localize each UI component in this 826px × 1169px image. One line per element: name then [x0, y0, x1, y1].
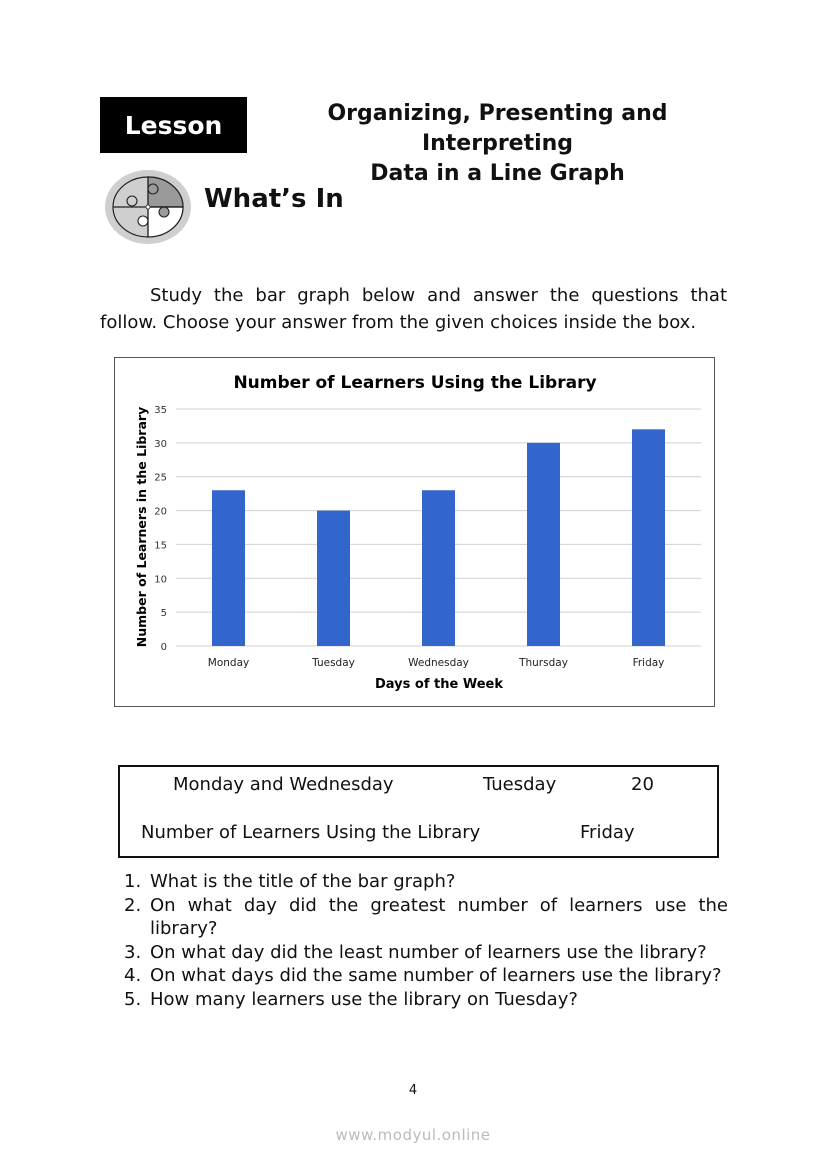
- bar-chart: [114, 357, 715, 707]
- lesson-title-line1: Organizing, Presenting and Interpreting: [327, 101, 668, 156]
- puzzle-icon: [104, 169, 192, 245]
- page-number: 4: [408, 1083, 418, 1098]
- question-number: 3.: [124, 941, 142, 963]
- x-tick-label: Tuesday: [312, 657, 355, 669]
- y-tick-label: 0: [160, 642, 167, 653]
- chart-bars: [212, 429, 665, 646]
- section-title: What’s In: [204, 184, 344, 214]
- y-tick-label: 35: [154, 405, 167, 416]
- y-axis-label: Number of Learners in the Library: [134, 406, 149, 648]
- choice-item: Friday: [580, 822, 635, 843]
- question-item: [124, 941, 728, 965]
- lesson-label-text: Lesson: [124, 110, 223, 140]
- y-axis-ticks: [154, 405, 167, 653]
- x-axis-ticks: [208, 657, 665, 669]
- question-number: 4.: [124, 965, 142, 986]
- lesson-label: [100, 97, 247, 153]
- question-list: [124, 870, 728, 1011]
- chart-title: Number of Learners Using the Library: [233, 373, 597, 393]
- bar-friday: [632, 429, 665, 646]
- x-tick-label: Thursday: [519, 657, 568, 669]
- question-number: 5.: [124, 988, 142, 1010]
- y-tick-label: 25: [154, 472, 167, 484]
- question-text: On what day did the greatest number of learners use the library?: [150, 894, 728, 939]
- intro-paragraph: [100, 282, 727, 336]
- watermark: www.modyul.online: [335, 1126, 491, 1144]
- y-tick-label: 15: [154, 540, 167, 552]
- question-number: 1.: [124, 871, 142, 892]
- lesson-title: [255, 99, 740, 189]
- question-number: 2.: [124, 894, 142, 916]
- x-tick-label: Wednesday: [408, 657, 469, 669]
- question-item: [124, 988, 728, 1012]
- bar-wednesday: [422, 490, 455, 646]
- y-tick-label: 10: [154, 574, 167, 586]
- choice-item: Monday and Wednesday: [173, 774, 394, 795]
- bar-thursday: [527, 443, 560, 646]
- lesson-title-line2: Data in a Line Graph: [370, 161, 625, 186]
- y-tick-label: 5: [160, 608, 167, 620]
- question-text: On what days did the same number of learners use the library?: [150, 965, 722, 986]
- bar-tuesday: [317, 511, 350, 646]
- choice-item: Number of Learners Using the Library: [141, 822, 481, 843]
- choice-item: 20: [631, 774, 654, 795]
- x-axis-label: Days of the Week: [375, 677, 503, 692]
- y-tick-label: 20: [154, 506, 167, 518]
- question-text: How many learners use the library on Tuesday?: [150, 988, 578, 1010]
- x-tick-label: Monday: [207, 657, 250, 669]
- y-tick-label: 30: [154, 438, 167, 450]
- question-text: On what day did the least number of learners use the library?: [150, 941, 707, 963]
- question-item: [124, 870, 728, 894]
- question-text: What is the title of the bar graph?: [150, 871, 456, 892]
- question-item: [124, 964, 728, 988]
- x-tick-label: Friday: [632, 657, 665, 669]
- question-item: [124, 894, 728, 941]
- chart-svg: [115, 358, 714, 706]
- bar-monday: [212, 490, 245, 646]
- answer-choices-box: [118, 765, 719, 858]
- intro-text: Study the bar graph below and answer the questions that follow. Choose your answer from the given choices inside the box.: [100, 285, 727, 333]
- choice-item: Tuesday: [483, 774, 557, 795]
